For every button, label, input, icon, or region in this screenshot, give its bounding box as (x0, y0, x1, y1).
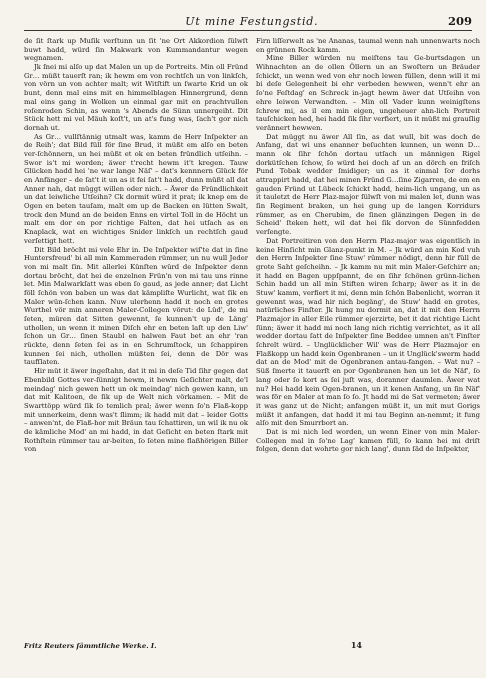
paragraph: Dit Bild bröcht mi vele Ehr in. De Inſpekter wiſ'te dat in ſine Huntersfreud' bi all min Kammeraden rümmer, un nu wull Jeder von mi malt ſin. Mit allerlei Künſten würd de Inſpekter denn dortau bröcht, dat hei de enzelnen Frün'n von mi tau uns rinne let. Min Malwarkſatt was eben ſo gaud, as jede anner; dat Licht föll ſchön von baben un was dat kämpliſte Wurlicht, wat ſik en Maler wün-ſchen kann. Nuw ulerhenn hadd it noch en grotes Wurthel vör min anneren Maler-Collegen vörut: de Lüd', de mi ſeten, müren dat Sitten gewennt, ſe kunnen't up de Läng' uthollen, un wenn it minen Diſch ehr en beten laſt up den Liw' ſchon un Gr… ſinen Staubl en halwen Faut bet an ehr 'ran rückte, denn ſeten ſei as in en Schrumſtock, un ſchappiren kunnen ſei nich, uthollen müßten ſei, denn de Dör was taufſlaten. (24, 245, 248, 367)
running-title: Ut mine Festungstid. (185, 15, 319, 28)
signature-mark: 14 (350, 640, 362, 650)
right-column (256, 37, 480, 635)
paragraph: Mine Biller würden nu meiſtens tau Ge-burtsdagen un Wihnachten an de ollen Öllern un an Swoſtern un Bräuder ſchickt, un wenn wed von ehr noch lewen füllen, denn will it mi bi deſe Gelegenheit bi ehr verbeden hewwen, wenn't ehr an ſo'ne Feſtdag' en Schreck in-jagt hewm äwer dat Utſeihn von ehre leiwen Verwandten. – Min oll Vader kunn weinigſtens ſchrew mi, as il em min eigen, ungeheuer ahn-lich Portreit tauſchicken hed, hei hadd ſik ſihr verfiert, un it müßt mi grauſlig verännert hewwen. (256, 54, 480, 132)
paragraph: Hir müt it äwer ingeſtahn, dat it mi in deſe Tid ſihr gegen dat Ebenbild Gottes ver-ſünnigt hewm, it hewm Geſichter malt, de'l meindag' nich gewen hett un ok meindag' nich gewen kann, un dat mit Kalitoen, de ſik up de Welt nich vörkamen. – Mit de Swarttöpp würd ſik ſo temlich pral; äwer wenn ſo'n Flaß-kopp mit unnerkeim, denn was't ſlimm; ik hadd mit dat – leider Gotts – anwen'nt, de Flaß-hor mit Bräun tau ſchattiren, un wil ik nu ok de kämliche Mod' an mi hadd, in dat Geſicht en beten ſtark mit Rothſtein rümmer tau ar-beiten, ſo ſeten mine flaßhörigen Biller von (24, 367, 248, 454)
paragraph: Jk ſnei mi alſo up dat Malen un up de Portreits. Min oll Fründ Gr… müßt tauerſt ran; ik hewm em von rechtſch un von linkſch, von vörn un von achter malt; wit Witſtift un ſwarte Krid un ok bunt, denn mal eins mit en himmelblagen Hinnergrund, denn mal eins gang in Wolken un einmal gar mit en prachtvullen roſenroden Schin, as wenn 's Abends de Sünn unnergeiht. Dit Stück hett mi vel Mäuh koſt't, un at's fung was, ſach't gor nich dornah ut. (24, 63, 248, 132)
page-number: 209 (447, 14, 472, 28)
paragraph: As Gr… vullſtännig utmalt was, kamm de Herr Inſpekter an de Reih'; dat Bild füll för ſine Brud, it müßt em alſo en beten ver-ſchönnern, un hei müßt et ok en beten fründlich utſeihn. – Swor is't mi worden; äwer t'recht hewm it't kregen. Tauw Glücken hadd hei 'ne war lange Näſ' – dat's kennnern Glück för en Anfänger – de ſat't it un as it fei ſat't hadd, dunn müßt all dat Anner nah, dat müggt willen oder nich. – Äwer de Fründlichkeit un dat leiwliche Utſeihn? Ck dormit würd it prat; ik knep em de Ogen en beten tauſam, malt em up de Backen en lütten Swalt, trock den Mund an de beiden Enns en virtel Toll in de Höcht un malt em dor en por richtige Falten, dat hei utſach as en Knaplack, wat en wichtiges Snider linkſch un rechtſch gaud verſettigt hett. (24, 132, 248, 245)
paragraph: de ſit ſtark up Muſik verſtunn un ſit 'ne Ort Akkordion ſülwſt buwt hadd, würd ſin Makwark von Kummandantur wegen wegnamen. (24, 37, 248, 63)
left-column (24, 37, 248, 635)
paragraph: Firn liſſerwelt as 'ne Ananas, taumal wenn nah unnenwarts noch en grünnen Rock kamm. (256, 37, 480, 54)
page-footer (24, 640, 472, 654)
paragraph: Dat Portreitiren von den Herrn Plaz-major was eigentlich in keine Hinſicht min Glanz-punkt in M. – Jk würd an min Kod vuh den Herrn Inſpekter ſine Stuw' rümmer nödigt, denn hir füll de grote Saht geſcheihn. – Jk kamm nu mit min Maler-Geſchirr an; it hadd en Bagen uppſpannt, de en ſihr ſchönen grünn-lichen Schin hadd un all min Stiften wiren ſcharp; äwer as it in de Stuw' kamm, verfiert it mi, denn min ſchön Babenlicht, worran it gewennt was, wad hir nich begäng', de Stuw' hadd en grotes, natürliches Finſter. Jk hung nu dormit an, dat it mit den Herrn Plazmajor in aller Eile rümmer ejerzirte, bet it dat richtige Licht ſünn; äwer it hadd mi noch lang nich richtig verrichtet, as it all wedder dortau ſatt de Inſpekter ſine Beddee umnen an't Finſter ſchrelt würd. – Unglücklicher Wil' was de Herr Plazmajor en Flaßkopp un hadd kein Ogenbranen – un it Unglück'swerm hadd dat an de Mod' mit de Ogenbranen antau-fangen. – Wat nu? – Süß ſmerte it tauerſt en por Ogenbranen hen un let de Näf', ſo lang oder ſo kort as ſei juſt was, doranner daumlen. Äwer wat nu? Hei hadd kein Ogen-branen, un it kenen Anfang, un ſin Näf' was för en Maler at man ſo ſo. Jt hadd mi de Sat vermeten; äwer it was ganz ut de Nicht; anfangen müßt it, un mit mut Gorigs müßt it anfangen, dat hadd it mi tau Beginn an-nemmt; it fung alſo mit den Smurrbort an. (256, 236, 480, 428)
paragraph: Dat is mi nich led worden, un wenn Einer von min Maler-Collegen mal in ſo'ne Lag' kamen füll, ſo kann hei mi driſt folgen, denn dat wohrte gor nich lang', dunn ſäd de Inſpekter, (256, 427, 480, 454)
running-header (24, 14, 472, 28)
header-rule (24, 30, 472, 31)
footer-source: Fritz Reuters ſämmtliche Werke. I. (24, 642, 157, 650)
paragraph: Dat müggt nu äwer All ſin, as dat wull, bit was doch de Anfang, dat wi uns enanner beſuchten kunnen, un wenn D… mann ok ſihr ſchön dortau utſach un männigen Rigel dorkütſchen ſchow, ſo würd hei doch af un an dörch en friſch Pund Tobak wedder ſmidiger; un as it einmal ſor dorhs attrappirt hadd, dat hei minen Fründ G…ſine Zigarren, de em en gauden Fründ ut Lübeck ſchickt hadd, heim-lich ungang, un as it tauletzt de Herr Plaz-major ſülwſt von mi malen let, dunn was ſin Regiment braken, un hei gung up de langen Korridurs rümmer, as en Cherubim, de ſinen glänzingen Degen in de Scheid' ſteken hett, wil dat hei ſik dorvon de Sünnfedden verſengte. (256, 132, 480, 237)
